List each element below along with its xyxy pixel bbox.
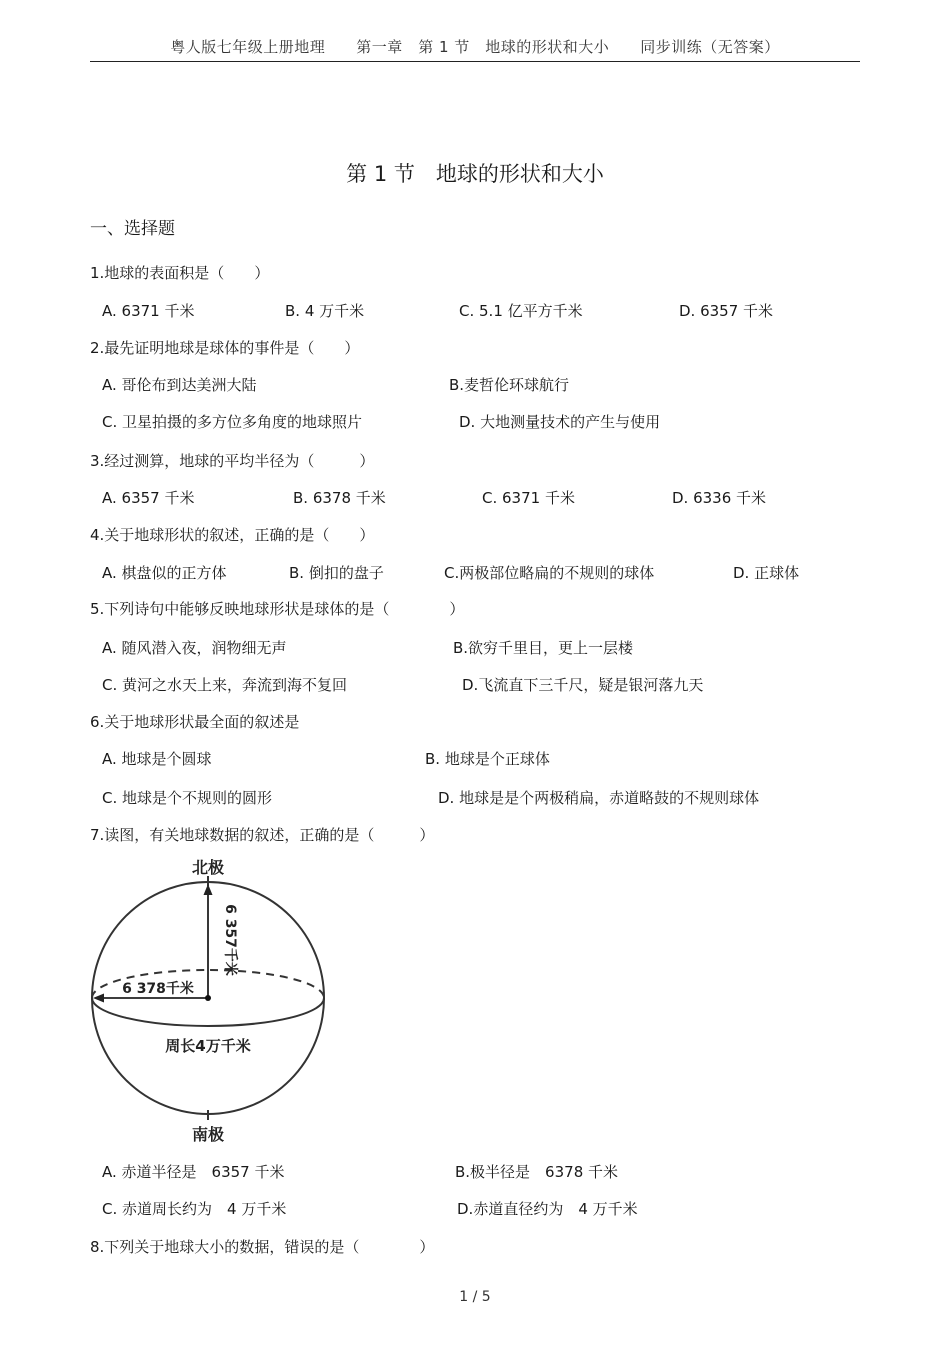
south-pole-label: 南极 (191, 1125, 225, 1144)
q5-option-d: D.飞流直下三千尺，疑是银河落九天 (462, 676, 704, 694)
q5-option-a: A. 随风潜入夜，润物细无声 (102, 639, 287, 657)
q3-option-b: B. 6378 千米 (293, 489, 386, 507)
polar-radius-arrowhead (204, 884, 213, 895)
page-header: 粤人版七年级上册地理 第一章 第 1 节 地球的形状和大小 同步训练（无答案） (170, 38, 780, 56)
q7-option-d: D.赤道直径约为 4 万千米 (457, 1200, 638, 1218)
q4-option-b: B. 倒扣的盘子 (289, 564, 384, 582)
question-2-stem: 2.最先证明地球是球体的事件是（ ） (90, 339, 360, 357)
question-3-stem: 3.经过测算，地球的平均半径为（ ） (90, 452, 375, 470)
q4-option-c: C.两极部位略扁的不规则的球体 (444, 564, 655, 582)
earth-center-dot (205, 995, 211, 1001)
q4-option-d: D. 正球体 (733, 564, 800, 582)
equator-radius-arrowhead (93, 994, 104, 1003)
q2-option-d: D. 大地测量技术的产生与使用 (459, 413, 661, 431)
header-divider (90, 61, 860, 62)
equator-radius-label: 6 378千米 (122, 981, 194, 997)
q1-option-a: A. 6371 千米 (102, 302, 195, 320)
q7-option-b: B.极半径是 6378 千米 (455, 1163, 619, 1181)
question-1-stem: 1.地球的表面积是（ ） (90, 264, 270, 282)
q3-option-d: D. 6336 千米 (672, 489, 767, 507)
section-heading: 一、选择题 (90, 219, 175, 239)
q5-option-c: C. 黄河之水天上来，奔流到海不复回 (102, 676, 348, 694)
q3-option-c: C. 6371 千米 (482, 489, 575, 507)
question-5-stem: 5.下列诗句中能够反映地球形状是球体的是（ ） (90, 600, 465, 618)
q2-option-a: A. 哥伦布到达美洲大陆 (102, 376, 257, 394)
page-title: 第 1 节 地球的形状和大小 (346, 162, 604, 186)
q2-option-b: B.麦哲伦环球航行 (449, 376, 570, 394)
north-pole-label: 北极 (191, 858, 225, 877)
q5-option-b: B.欲穷千里目，更上一层楼 (453, 639, 634, 657)
q2-option-c: C. 卫星拍摄的多方位多角度的地球照片 (102, 413, 363, 431)
q7-option-c: C. 赤道周长约为 4 万千米 (102, 1200, 287, 1218)
circumference-label: 周长4万千米 (165, 1037, 251, 1055)
q6-option-d: D. 地球是是个两极稍扁，赤道略鼓的不规则球体 (438, 789, 760, 807)
equator-front-arc (92, 998, 324, 1026)
question-8-stem: 8.下列关于地球大小的数据，错误的是（ ） (90, 1238, 435, 1256)
question-4-stem: 4.关于地球形状的叙述，正确的是（ ） (90, 526, 375, 544)
question-6-stem: 6.关于地球形状最全面的叙述是 (90, 713, 300, 731)
q7-option-a: A. 赤道半径是 6357 千米 (102, 1163, 285, 1181)
q6-option-a: A. 地球是个圆球 (102, 750, 212, 768)
q1-option-b: B. 4 万千米 (285, 302, 365, 320)
q6-option-b: B. 地球是个正球体 (425, 750, 550, 768)
q1-option-d: D. 6357 千米 (679, 302, 774, 320)
earth-dimensions-figure (80, 852, 340, 1148)
q3-option-a: A. 6357 千米 (102, 489, 195, 507)
q4-option-a: A. 棋盘似的正方体 (102, 564, 227, 582)
page-number: 1 / 5 (459, 1289, 491, 1305)
question-7-stem: 7.读图，有关地球数据的叙述，正确的是（ ） (90, 826, 435, 844)
q1-option-c: C. 5.1 亿平方千米 (459, 302, 583, 320)
polar-radius-label: 6 357千米 (222, 904, 238, 976)
q6-option-c: C. 地球是个不规则的圆形 (102, 789, 273, 807)
